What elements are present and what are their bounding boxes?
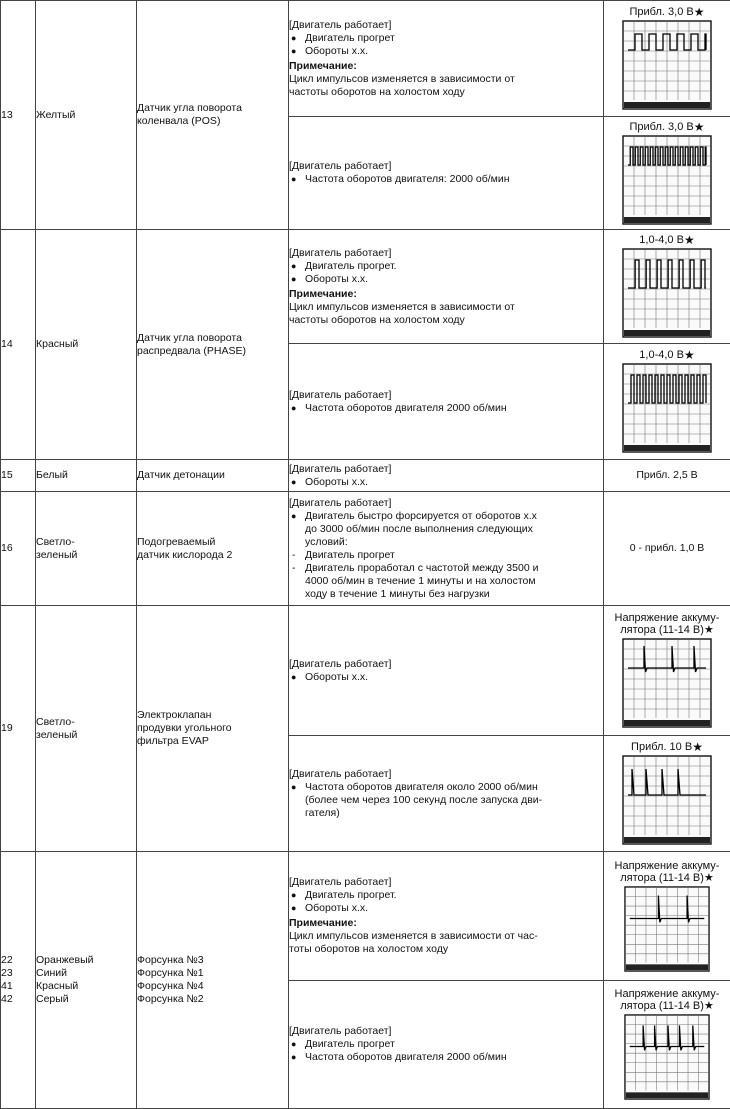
oscilloscope-waveform — [622, 135, 712, 225]
star-mark: ★ — [692, 740, 703, 754]
condition-cell: [Двигатель работает] ● Обороты х.х. — [289, 460, 604, 492]
condition-cell: [Двигатель работает] ● Частота оборотов двигателя около 2000 об/мин (более чем через 100 секунд после запуска дви- гателя) — [289, 736, 604, 852]
value-cell — [604, 736, 730, 852]
scope-readout-bar — [624, 720, 710, 726]
scope-trace — [628, 375, 706, 403]
wire-color: Оранжевый Синий Красный Серый — [36, 852, 137, 1109]
value-cell — [604, 852, 730, 981]
terminal-number: 22 23 41 42 — [1, 852, 36, 1109]
value-text: 1,0-4,0 В — [639, 349, 684, 361]
value-text: Напряжение аккуму- — [614, 612, 720, 624]
wire-color: Желтый — [36, 1, 137, 230]
value-text: 1,0-4,0 В — [639, 234, 684, 246]
star-mark: ★ — [703, 624, 714, 636]
condition-cell: [Двигатель работает] ● Обороты х.х. — [289, 606, 604, 736]
terminal-number: 15 — [1, 460, 36, 492]
terminal-number: 16 — [1, 492, 36, 606]
oscilloscope-waveform — [622, 638, 712, 728]
oscilloscope-waveform — [622, 20, 712, 110]
condition-cell: [Двигатель работает] ● Двигатель прогрет. ● Обороты х.х. Примечание: Цикл импульсов изменяется в зависимости от частоты оборотов на холостом ходу — [289, 230, 604, 344]
star-mark: ★ — [683, 348, 695, 362]
terminal-number: 13 — [1, 1, 36, 230]
value-text: лятора (11-14 В) — [620, 624, 704, 636]
star-mark: ★ — [703, 871, 714, 884]
scope-readout-bar — [624, 330, 710, 336]
condition-cell: [Двигатель работает] ● Двигатель прогрет ● Частота оборотов двигателя 2000 об/мин — [289, 981, 604, 1109]
table-row — [1, 460, 730, 492]
value-text: Напряжение аккуму- — [614, 988, 720, 1000]
condition-cell: [Двигатель работает] ● Двигатель прогрет ● Обороты х.х. Примечание: Цикл импульсов изменяется в зависимости от частоты оборотов на холостом ходу — [289, 1, 604, 117]
scope-readout-bar — [626, 1092, 708, 1098]
terminal-number: 19 — [1, 606, 36, 852]
scope-readout-bar — [624, 217, 710, 223]
value-cell — [604, 230, 730, 344]
scope-readout-bar — [624, 837, 710, 843]
item-name: Форсунка №3 Форсунка №1 Форсунка №4 Форсунка №2 — [137, 852, 289, 1109]
table-row — [1, 230, 730, 344]
scope-readout-bar — [624, 102, 710, 108]
condition-cell: [Двигатель работает] ● Двигатель быстро форсируется от оборотов х.х до 3000 об/мин после выполнения следующих условий: - Двигатель прогрет - Двигатель проработал с частотой между 3500 и 4000 об/мин в течение 1 минуты и на холостом ходу в течение 1 минуты без нагрузки — [289, 492, 604, 606]
value-cell — [604, 606, 730, 736]
wire-color: Белый — [36, 460, 137, 492]
wire-color: Красный — [36, 230, 137, 460]
value-cell — [604, 981, 730, 1109]
value-cell — [604, 117, 730, 230]
condition-cell: [Двигатель работает] ● Частота оборотов двигателя 2000 об/мин — [289, 344, 604, 460]
terminal-number: 14 — [1, 230, 36, 460]
item-name: Подогреваемый датчик кислорода 2 — [137, 492, 289, 606]
oscilloscope-waveform — [624, 886, 710, 972]
star-mark: ★ — [683, 233, 695, 247]
value-cell — [604, 344, 730, 460]
wire-color: Светло- зеленый — [36, 492, 137, 606]
oscilloscope-waveform — [622, 248, 712, 338]
oscilloscope-waveform — [622, 755, 712, 845]
value-text: Прибл. 10 В — [631, 741, 693, 753]
condition-cell: [Двигатель работает] ● Двигатель прогрет. ● Обороты х.х. Примечание: Цикл импульсов изменяется в зависимости от час- тоты оборотов на холостом ходу — [289, 852, 604, 981]
item-name: Датчик детонации — [137, 460, 289, 492]
value-text: 0 - прибл. 1,0 В — [604, 492, 730, 606]
table-row — [1, 1, 730, 117]
value-cell — [604, 1, 730, 117]
oscilloscope-waveform — [624, 1014, 710, 1100]
table-row — [1, 852, 730, 981]
oscilloscope-waveform — [622, 363, 712, 453]
value-text: лятора (11-14 В) — [620, 1000, 704, 1012]
value-text: Напряжение аккуму- — [614, 859, 720, 872]
condition-cell: [Двигатель работает] ● Частота оборотов двигателя: 2000 об/мин — [289, 117, 604, 230]
value-text: Прибл. 3,0 В — [629, 120, 694, 133]
star-mark: ★ — [693, 5, 705, 19]
table-row — [1, 606, 730, 736]
item-name: Электроклапан продувки угольного фильтра EVAP — [137, 606, 289, 852]
wire-color: Светло- зеленый — [36, 606, 137, 852]
item-name: Датчик угла поворота распредвала (PHASE) — [137, 230, 289, 460]
item-name: Датчик угла поворота коленвала (POS) — [137, 1, 289, 230]
value-text: Прибл. 2,5 В — [604, 460, 730, 492]
scope-readout-bar — [626, 964, 708, 970]
value-text: лятора (11-14 В) — [620, 871, 704, 884]
table-row — [1, 492, 730, 606]
value-text: Прибл. 3,0 В — [629, 6, 694, 18]
star-mark: ★ — [703, 1000, 714, 1012]
scope-readout-bar — [624, 445, 710, 451]
star-mark: ★ — [693, 119, 705, 134]
